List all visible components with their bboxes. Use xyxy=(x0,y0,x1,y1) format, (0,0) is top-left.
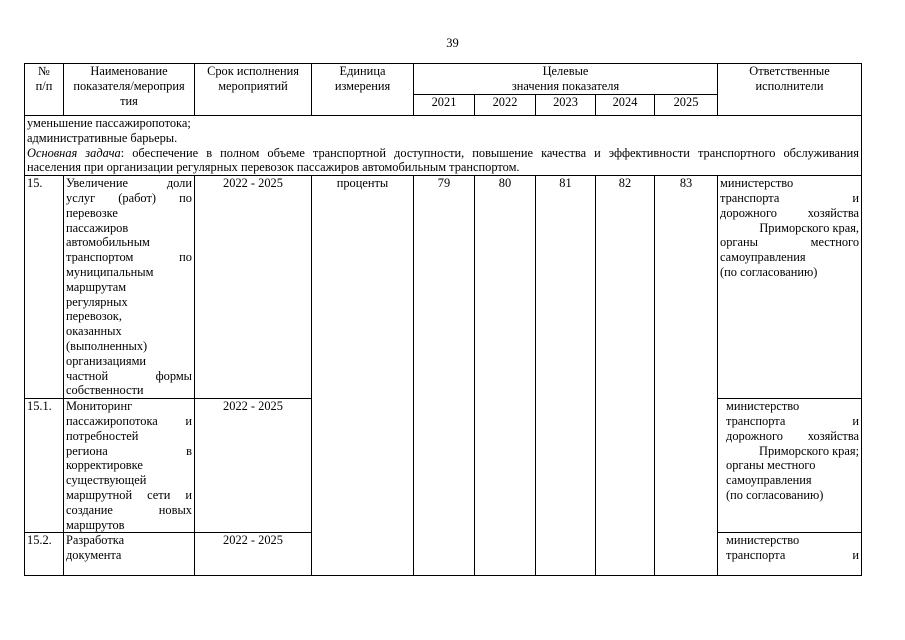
row-num: 15.2. xyxy=(25,533,64,576)
row-resp-line: министерство xyxy=(720,176,794,191)
row-name xyxy=(64,176,195,399)
header-unit-line: измерения xyxy=(334,78,391,93)
row-name-line: региона в xyxy=(66,443,192,458)
row-name-line: корректировке xyxy=(66,458,143,473)
header-name-line: Наименование xyxy=(90,64,168,78)
header-num xyxy=(25,64,64,116)
row-resp-line: дорожного хозяйства xyxy=(726,428,860,443)
row-name-line: перевозке xyxy=(66,205,118,220)
row-resp-line: транспорта и xyxy=(726,413,860,428)
header-num-line: п/п xyxy=(35,78,53,93)
row-term: 2022 - 2025 xyxy=(195,533,312,576)
header-row xyxy=(25,64,862,95)
task-line xyxy=(27,146,859,161)
intro-line: административные барьеры. xyxy=(27,130,178,145)
row-name-line: перевозок, xyxy=(66,309,122,324)
value-cell: 81 xyxy=(536,176,596,576)
header-term-line: Срок исполнения xyxy=(207,64,299,78)
row-name-line: Разработка xyxy=(66,533,125,548)
row-name-line: (выполненных) xyxy=(66,338,148,353)
header-name-line: показателя/мероприя xyxy=(73,78,185,93)
year-cell: 2021 xyxy=(414,95,475,116)
row-name-line: потребностей xyxy=(66,428,139,443)
header-name xyxy=(64,64,195,116)
row-resp-line: самоуправления xyxy=(726,473,812,488)
year-cell: 2024 xyxy=(596,95,655,116)
row-resp-line: органы местного xyxy=(726,458,816,473)
row-resp-line: (по согласованию) xyxy=(726,487,824,502)
year-cell: 2022 xyxy=(475,95,536,116)
header-unit xyxy=(312,64,414,116)
indicators-table xyxy=(24,63,862,576)
row-name xyxy=(64,533,195,576)
row-name-line: создание новых xyxy=(66,502,192,517)
header-target xyxy=(414,64,718,95)
row-name-line: автомобильным xyxy=(66,235,150,250)
row-name-line: существующей xyxy=(66,473,147,488)
row-responsible xyxy=(718,176,862,399)
row-term: 2022 - 2025 xyxy=(195,399,312,533)
row-resp-line: министерство xyxy=(726,399,800,414)
row-name-line: маршрутам xyxy=(66,279,127,294)
header-responsible xyxy=(718,64,862,116)
row-name-line: услуг (работ) по xyxy=(66,190,192,205)
header-num-line: № xyxy=(38,64,50,78)
header-name-line: тия xyxy=(120,93,138,108)
row-name-line: регулярных xyxy=(66,294,128,309)
row-resp-line: самоуправления xyxy=(720,250,806,265)
intro-row xyxy=(25,116,862,176)
header-target-line: значения показателя xyxy=(511,78,620,93)
row-resp-line: Приморского края, xyxy=(759,220,860,235)
intro-cell xyxy=(25,116,862,176)
row-resp-line: транспорта и xyxy=(726,548,860,563)
row-name-line: маршрутов xyxy=(66,517,125,532)
row-responsible xyxy=(718,533,862,576)
row-name-line: оказанных xyxy=(66,324,122,339)
row-responsible xyxy=(718,399,862,533)
row-name xyxy=(64,399,195,533)
row-name-line: пассажиров xyxy=(66,220,129,235)
row-name-line: Мониторинг xyxy=(66,399,133,414)
row-name-line: собственности xyxy=(66,383,144,398)
value-cell: 79 xyxy=(414,176,475,576)
intro-line: уменьшение пассажиропотока; xyxy=(27,116,191,130)
header-unit-line: Единица xyxy=(339,64,386,78)
year-cell: 2023 xyxy=(536,95,596,116)
row-term: 2022 - 2025 xyxy=(195,176,312,399)
header-term-line: мероприятий xyxy=(218,78,288,93)
header-term xyxy=(195,64,312,116)
row-resp-line: Приморского края; xyxy=(759,443,860,458)
row-name-line: Увеличение доли xyxy=(66,176,192,191)
row-num: 15. xyxy=(25,176,64,399)
row-resp-line: (по согласованию) xyxy=(720,264,818,279)
row-unit: проценты xyxy=(312,176,414,576)
header-resp-line: исполнители xyxy=(755,78,824,93)
row-name-line: муниципальным xyxy=(66,264,154,279)
row-resp-line: органы местного xyxy=(720,235,860,250)
row-name-line: маршрутной сети и xyxy=(66,487,192,502)
table-row xyxy=(25,176,862,399)
row-name-line: организациями xyxy=(66,353,147,368)
value-cell: 80 xyxy=(475,176,536,576)
value-cell: 83 xyxy=(655,176,718,576)
row-name-line: частной формы xyxy=(66,368,192,383)
row-resp-line: министерство xyxy=(726,533,800,548)
row-name-line: пассажиропотока и xyxy=(66,413,192,428)
value-cell: 82 xyxy=(596,176,655,576)
header-target-line: Целевые xyxy=(542,64,589,78)
task-label: Основная задача xyxy=(27,145,121,160)
header-resp-line: Ответственные xyxy=(749,64,830,78)
row-resp-line: транспорта и xyxy=(720,190,860,205)
row-resp-line: дорожного хозяйства xyxy=(720,205,860,220)
row-name-line: транспортом по xyxy=(66,250,192,265)
row-name-line: документа xyxy=(66,548,122,563)
row-num: 15.1. xyxy=(25,399,64,533)
task-text: : обеспечение в полном объеме транспортной доступности, повышение качества и эффективности транспортного обслуживания xyxy=(120,145,860,160)
page-number: 39 xyxy=(446,36,459,50)
year-cell: 2025 xyxy=(655,95,718,116)
task-line: населения при организации регулярных перевозок пассажиров автомобильным транспортом. xyxy=(27,160,520,175)
